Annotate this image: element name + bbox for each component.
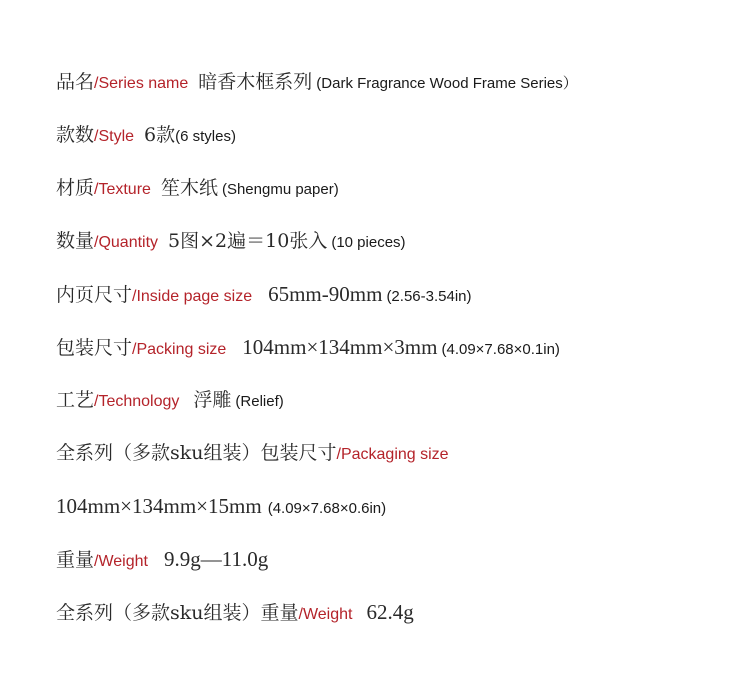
spec-dimensions-value: 104mm×134mm×15mm [56,494,262,518]
spec-row-series-packaging-dimensions [56,484,736,537]
spec-row-series-weight [56,590,736,643]
spec-row-weight [56,537,736,590]
spec-value-zh: 浮雕 [193,389,232,411]
spec-label-zh: 品名 [56,71,95,93]
spec-row-quantity [56,219,736,272]
spec-value-zh: 6款 [144,124,176,146]
spec-value-en: (4.09×7.68×0.1in) [441,341,560,358]
spec-list [56,60,736,643]
spec-label-en: /Technology [94,393,180,410]
spec-label-en: /Series name [94,75,189,92]
spec-label-zh: 内页尺寸 [56,284,133,306]
spec-label-en: /Inside page size [132,288,253,305]
spec-label-en: /Weight [94,553,148,570]
spec-label-zh: 重量 [56,549,95,571]
spec-value-zh: 65mm-90mm [268,282,383,306]
spec-label-zh: 材质 [56,177,95,199]
spec-label-en: /Texture [94,181,151,198]
spec-value-zh: 104mm×134mm×3mm [242,335,438,359]
spec-value-en: (Relief) [235,393,284,410]
spec-value-zh: 9.9g—11.0g [163,547,269,571]
spec-label-zh: 全系列（多款sku组装）包装尺寸 [56,442,337,464]
spec-label-zh: 工艺 [56,389,95,411]
spec-value-en: (4.09×7.68×0.6in) [267,500,387,517]
spec-value-zh: 5图×2遍＝10张入 [168,230,328,252]
spec-row-inside-page-size [56,272,736,325]
spec-label-en: /Packaging size [336,446,449,463]
spec-value-en: (Shengmu paper) [221,181,339,198]
spec-value-zh: 笙木纸 [160,177,218,199]
spec-value-en: (Dark Fragrance Wood Frame Series） [316,75,578,92]
spec-label-zh: 数量 [56,230,95,252]
spec-label-en: /Style [94,128,135,145]
spec-value-zh: 暗香木框系列 [198,71,313,93]
spec-label-en: /Weight [298,606,353,623]
spec-label-zh: 款数 [56,124,95,146]
spec-label-en: /Quantity [94,234,159,251]
spec-row-style [56,113,736,166]
spec-row-technology [56,378,736,431]
spec-value-en: (2.56-3.54in) [386,288,472,305]
spec-row-packing-size [56,325,736,378]
spec-row-series-packaging-size [56,431,736,484]
spec-value-en: (10 pieces) [331,234,406,251]
spec-label-zh: 全系列（多款sku组装）重量 [56,602,299,624]
spec-label-en: /Packing size [132,341,227,358]
spec-row-texture [56,166,736,219]
spec-value-zh: 62.4g [366,600,414,624]
spec-label-zh: 包装尺寸 [56,337,133,359]
spec-value-en: (6 styles) [175,128,236,145]
spec-row-series-name [56,60,736,113]
